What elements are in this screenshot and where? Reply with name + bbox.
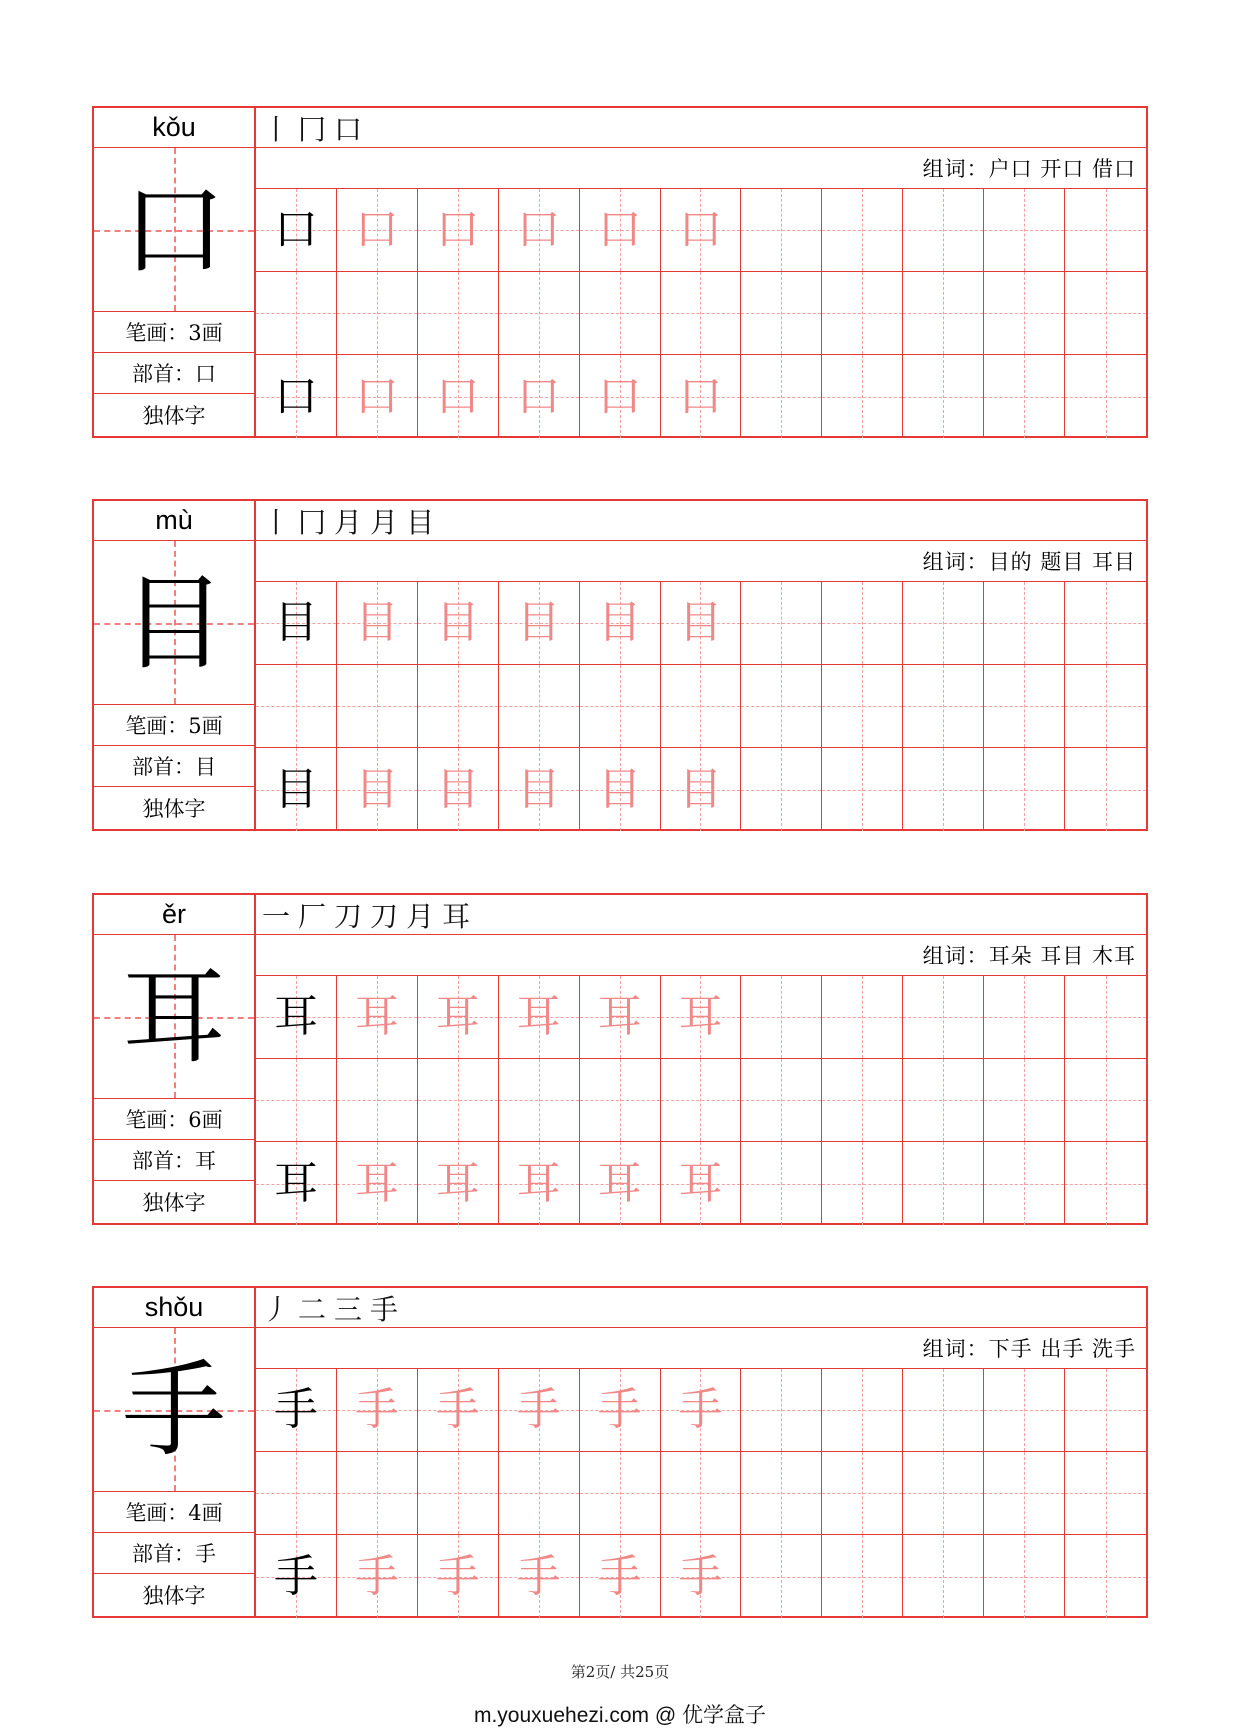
practice-cell[interactable]: [499, 1452, 580, 1535]
practice-cell[interactable]: [661, 1059, 742, 1142]
practice-cell[interactable]: [1065, 189, 1146, 272]
practice-row: [256, 1535, 1146, 1618]
trace-char: 手: [678, 1384, 723, 1435]
practice-cell[interactable]: [1065, 582, 1146, 665]
practice-cell[interactable]: [337, 189, 418, 272]
practice-cell[interactable]: [337, 582, 418, 665]
practice-cell[interactable]: [337, 1142, 418, 1225]
practice-cell[interactable]: [741, 976, 822, 1059]
practice-cell[interactable]: [580, 1452, 661, 1535]
practice-cell[interactable]: [499, 1535, 580, 1618]
practice-cell[interactable]: [1065, 272, 1146, 355]
practice-cell[interactable]: [903, 272, 984, 355]
model-character-box: [94, 148, 254, 312]
practice-cell[interactable]: [256, 665, 337, 748]
practice-row: [256, 1142, 1146, 1225]
practice-cell[interactable]: [984, 1535, 1065, 1618]
practice-cell[interactable]: [580, 1535, 661, 1618]
stroke-step: 冂: [298, 112, 327, 146]
practice-cell[interactable]: [418, 748, 499, 831]
practice-grid: [256, 1369, 1146, 1616]
practice-cell[interactable]: [822, 355, 903, 438]
trace-char: 目: [354, 763, 399, 815]
trace-char: 耳: [678, 1157, 723, 1209]
practice-cell[interactable]: [984, 665, 1065, 748]
stroke-step: 三: [334, 1292, 363, 1326]
word-examples: 组词：耳朵 耳目 木耳: [256, 935, 1146, 976]
practice-cell[interactable]: [984, 1142, 1065, 1225]
practice-cell[interactable]: [984, 355, 1065, 438]
word-examples: 组词：下手 出手 洗手: [256, 1328, 1146, 1369]
stroke-count: 笔画：3画: [94, 312, 254, 353]
stroke-count: 笔画：4画: [94, 1492, 254, 1533]
practice-cell[interactable]: [903, 1142, 984, 1225]
practice-cell[interactable]: [580, 355, 661, 438]
model-character: 耳: [121, 955, 226, 1078]
model-character-box: [94, 1328, 254, 1492]
trace-char: 耳: [597, 991, 642, 1042]
practice-cell[interactable]: [741, 355, 822, 438]
practice-cell[interactable]: [1065, 1535, 1146, 1618]
practice-model-char: 耳: [273, 991, 318, 1042]
stroke-count: 笔画：5画: [94, 705, 254, 746]
trace-char: 目: [435, 597, 480, 648]
practice-cell[interactable]: [741, 189, 822, 272]
character-info-panel: [94, 895, 256, 1223]
practice-row: [256, 1059, 1146, 1142]
practice-cell[interactable]: [256, 272, 337, 355]
model-character-box: [94, 935, 254, 1099]
practice-cell[interactable]: [337, 1452, 418, 1535]
practice-cell[interactable]: [337, 1059, 418, 1142]
practice-cell[interactable]: [418, 1535, 499, 1618]
practice-cell[interactable]: [1065, 1142, 1146, 1225]
practice-cell[interactable]: [418, 665, 499, 748]
practice-row: [256, 582, 1146, 665]
practice-cell[interactable]: [418, 355, 499, 438]
practice-panel: [256, 1288, 1146, 1616]
pinyin-label: ěr: [94, 895, 254, 935]
trace-char: 目: [597, 597, 642, 648]
structure-label: 独体字: [142, 1583, 206, 1608]
practice-cell[interactable]: [580, 1142, 661, 1225]
practice-cell[interactable]: [256, 1059, 337, 1142]
practice-cell[interactable]: [337, 272, 418, 355]
pinyin-label: mù: [94, 501, 254, 541]
stroke-step: 冂: [298, 505, 327, 539]
stroke-step: 月: [406, 899, 435, 933]
practice-cell[interactable]: [418, 1142, 499, 1225]
practice-model-char: 口: [273, 204, 318, 255]
practice-cell[interactable]: [741, 665, 822, 748]
practice-cell[interactable]: [822, 272, 903, 355]
trace-char: 手: [516, 1384, 561, 1435]
stroke-step: 丿: [262, 1292, 291, 1326]
trace-char: 耳: [435, 1157, 480, 1209]
stroke-step: 丨: [262, 505, 291, 539]
trace-char: 目: [678, 763, 723, 815]
practice-cell[interactable]: [1065, 1452, 1146, 1535]
practice-cell[interactable]: [661, 582, 742, 665]
character-card: [92, 106, 1148, 438]
practice-cell[interactable]: [822, 582, 903, 665]
trace-char: 手: [354, 1384, 399, 1435]
character-card: [92, 499, 1148, 831]
practice-cell[interactable]: [256, 189, 337, 272]
practice-model-char: 耳: [273, 1157, 318, 1209]
practice-cell[interactable]: [499, 582, 580, 665]
stroke-order: [256, 108, 1146, 148]
practice-cell[interactable]: [499, 1369, 580, 1452]
practice-cell[interactable]: [256, 582, 337, 665]
practice-cell[interactable]: [741, 748, 822, 831]
practice-cell[interactable]: [418, 1059, 499, 1142]
practice-cell[interactable]: [499, 1059, 580, 1142]
practice-cell[interactable]: [1065, 1369, 1146, 1452]
trace-char: 手: [597, 1550, 642, 1602]
practice-cell[interactable]: [661, 189, 742, 272]
practice-cell[interactable]: [661, 748, 742, 831]
practice-cell[interactable]: [741, 1142, 822, 1225]
trace-char: 口: [678, 204, 723, 255]
practice-cell[interactable]: [580, 582, 661, 665]
trace-char: 耳: [435, 991, 480, 1042]
practice-row: [256, 976, 1146, 1059]
practice-cell[interactable]: [499, 355, 580, 438]
practice-cell[interactable]: [661, 1369, 742, 1452]
practice-cell[interactable]: [903, 1059, 984, 1142]
practice-cell[interactable]: [580, 272, 661, 355]
practice-cell[interactable]: [822, 189, 903, 272]
practice-cell[interactable]: [1065, 355, 1146, 438]
practice-cell[interactable]: [822, 1369, 903, 1452]
stroke-step: 口: [334, 112, 363, 146]
practice-cell[interactable]: [903, 1452, 984, 1535]
practice-row: [256, 748, 1146, 831]
stroke-order: [256, 501, 1146, 541]
trace-char: 目: [597, 763, 642, 815]
practice-cell[interactable]: [337, 665, 418, 748]
practice-cell[interactable]: [580, 189, 661, 272]
trace-char: 目: [516, 597, 561, 648]
trace-char: 目: [516, 763, 561, 815]
structure-label: 独体字: [142, 1190, 206, 1215]
structure-label: 独体字: [142, 403, 206, 428]
practice-cell[interactable]: [903, 748, 984, 831]
word-examples: 组词：户口 开口 借口: [256, 148, 1146, 189]
trace-char: 目: [435, 763, 480, 815]
stroke-order: [256, 895, 1146, 935]
practice-cell[interactable]: [822, 1059, 903, 1142]
stroke-count: 笔画：6画: [94, 1099, 254, 1140]
practice-cell[interactable]: [822, 748, 903, 831]
practice-cell[interactable]: [580, 976, 661, 1059]
practice-cell[interactable]: [903, 665, 984, 748]
trace-char: 目: [678, 597, 723, 648]
stroke-step: 目: [406, 505, 435, 539]
practice-cell[interactable]: [661, 665, 742, 748]
practice-cell[interactable]: [984, 748, 1065, 831]
practice-cell[interactable]: [256, 1452, 337, 1535]
practice-cell[interactable]: [984, 976, 1065, 1059]
trace-char: 耳: [597, 1157, 642, 1209]
practice-cell[interactable]: [903, 1369, 984, 1452]
practice-row: [256, 665, 1146, 748]
character-info-panel: [94, 1288, 256, 1616]
model-character: 口: [121, 168, 226, 291]
stroke-step: 月: [370, 505, 399, 539]
practice-cell[interactable]: [822, 665, 903, 748]
radical-label: 部首：手: [94, 1533, 254, 1574]
trace-char: 耳: [354, 991, 399, 1042]
stroke-step: 厂: [298, 899, 327, 933]
practice-cell[interactable]: [418, 976, 499, 1059]
trace-char: 口: [354, 204, 399, 255]
structure-label: 独体字: [142, 796, 206, 821]
practice-cell[interactable]: [984, 1059, 1065, 1142]
stroke-step: 二: [298, 1292, 327, 1326]
character-card: [92, 1286, 1148, 1618]
trace-char: 手: [516, 1550, 561, 1602]
word-examples: 组词：目的 题目 耳目: [256, 541, 1146, 582]
trace-char: 手: [435, 1384, 480, 1435]
practice-cell[interactable]: [256, 1535, 337, 1618]
stroke-order: [256, 1288, 1146, 1328]
practice-model-char: 目: [273, 763, 318, 815]
practice-cell[interactable]: [984, 1452, 1065, 1535]
practice-cell[interactable]: [661, 1452, 742, 1535]
model-character-box: [94, 541, 254, 705]
practice-cell[interactable]: [1065, 1059, 1146, 1142]
practice-cell[interactable]: [661, 272, 742, 355]
practice-cell[interactable]: [580, 1369, 661, 1452]
practice-cell[interactable]: [418, 189, 499, 272]
radical-label: 部首：耳: [94, 1140, 254, 1181]
practice-cell[interactable]: [822, 1535, 903, 1618]
practice-cell[interactable]: [661, 355, 742, 438]
practice-model-char: 手: [273, 1384, 318, 1435]
practice-cell[interactable]: [741, 1059, 822, 1142]
trace-char: 耳: [678, 991, 723, 1042]
practice-cell[interactable]: [984, 1369, 1065, 1452]
trace-char: 目: [354, 597, 399, 648]
practice-grid: [256, 976, 1146, 1223]
page-number: 第2页/ 共25页: [570, 1663, 670, 1681]
stroke-step: 刀: [334, 899, 363, 933]
practice-cell[interactable]: [822, 976, 903, 1059]
stroke-step: 一: [262, 899, 291, 933]
practice-cell[interactable]: [256, 355, 337, 438]
practice-cell[interactable]: [822, 1452, 903, 1535]
practice-cell[interactable]: [580, 665, 661, 748]
practice-cell[interactable]: [1065, 976, 1146, 1059]
radical-label: 部首：目: [94, 746, 254, 787]
practice-cell[interactable]: [661, 1535, 742, 1618]
practice-cell[interactable]: [418, 1369, 499, 1452]
practice-cell[interactable]: [984, 582, 1065, 665]
practice-cell[interactable]: [337, 748, 418, 831]
character-card: [92, 893, 1148, 1225]
pinyin-label: shǒu: [94, 1288, 254, 1328]
model-character: 目: [121, 561, 226, 684]
practice-row: [256, 189, 1146, 272]
practice-cell[interactable]: [580, 1059, 661, 1142]
trace-char: 手: [678, 1550, 723, 1602]
practice-cell[interactable]: [256, 976, 337, 1059]
trace-char: 口: [597, 370, 642, 422]
trace-char: 口: [678, 370, 723, 422]
practice-cell[interactable]: [661, 1142, 742, 1225]
practice-cell[interactable]: [984, 189, 1065, 272]
trace-char: 耳: [516, 991, 561, 1042]
practice-cell[interactable]: [903, 355, 984, 438]
trace-char: 耳: [354, 1157, 399, 1209]
practice-cell[interactable]: [741, 1369, 822, 1452]
practice-cell[interactable]: [741, 582, 822, 665]
practice-grid: [256, 189, 1146, 436]
stroke-step: 手: [370, 1292, 399, 1326]
practice-cell[interactable]: [903, 189, 984, 272]
stroke-step: 丨: [262, 112, 291, 146]
practice-cell[interactable]: [741, 272, 822, 355]
practice-cell[interactable]: [337, 355, 418, 438]
trace-char: 口: [597, 204, 642, 255]
practice-cell[interactable]: [903, 1535, 984, 1618]
trace-char: 口: [435, 204, 480, 255]
practice-cell[interactable]: [499, 748, 580, 831]
practice-panel: [256, 501, 1146, 829]
practice-cell[interactable]: [256, 1369, 337, 1452]
practice-cell[interactable]: [499, 189, 580, 272]
practice-row: [256, 1452, 1146, 1535]
practice-cell[interactable]: [256, 1142, 337, 1225]
practice-cell[interactable]: [337, 976, 418, 1059]
model-character: 手: [121, 1348, 226, 1471]
pinyin-label: kǒu: [94, 108, 254, 148]
practice-cell[interactable]: [256, 748, 337, 831]
practice-row: [256, 355, 1146, 438]
practice-cell[interactable]: [418, 1452, 499, 1535]
practice-cell[interactable]: [418, 582, 499, 665]
trace-char: 手: [354, 1550, 399, 1602]
character-info-panel: [94, 108, 256, 436]
practice-cell[interactable]: [741, 1535, 822, 1618]
practice-model-char: 口: [273, 370, 318, 422]
site-credit: m.youxuehezi.com @ 优学盒子: [473, 1704, 767, 1727]
trace-char: 耳: [516, 1157, 561, 1209]
practice-cell[interactable]: [580, 748, 661, 831]
trace-char: 口: [516, 204, 561, 255]
trace-char: 手: [435, 1550, 480, 1602]
practice-cell[interactable]: [822, 1142, 903, 1225]
practice-cell[interactable]: [337, 1369, 418, 1452]
practice-cell[interactable]: [499, 976, 580, 1059]
character-info-panel: [94, 501, 256, 829]
practice-panel: [256, 895, 1146, 1223]
practice-cell[interactable]: [1065, 748, 1146, 831]
practice-cell[interactable]: [903, 976, 984, 1059]
radical-label: 部首：口: [94, 353, 254, 394]
practice-cell[interactable]: [741, 1452, 822, 1535]
stroke-step: 耳: [442, 899, 471, 933]
trace-char: 口: [435, 370, 480, 422]
practice-model-char: 手: [273, 1550, 318, 1602]
trace-char: 口: [354, 370, 399, 422]
practice-grid: [256, 582, 1146, 829]
practice-cell[interactable]: [499, 272, 580, 355]
practice-cell[interactable]: [499, 665, 580, 748]
practice-cell[interactable]: [903, 582, 984, 665]
practice-cell[interactable]: [1065, 665, 1146, 748]
trace-char: 口: [516, 370, 561, 422]
practice-cell[interactable]: [984, 272, 1065, 355]
practice-row: [256, 1369, 1146, 1452]
practice-model-char: 目: [273, 597, 318, 648]
practice-panel: [256, 108, 1146, 436]
practice-cell[interactable]: [499, 1142, 580, 1225]
practice-cell[interactable]: [418, 272, 499, 355]
stroke-step: 月: [334, 505, 363, 539]
stroke-step: 刀: [370, 899, 399, 933]
practice-cell[interactable]: [337, 1535, 418, 1618]
practice-row: [256, 272, 1146, 355]
practice-cell[interactable]: [661, 976, 742, 1059]
trace-char: 手: [597, 1384, 642, 1435]
